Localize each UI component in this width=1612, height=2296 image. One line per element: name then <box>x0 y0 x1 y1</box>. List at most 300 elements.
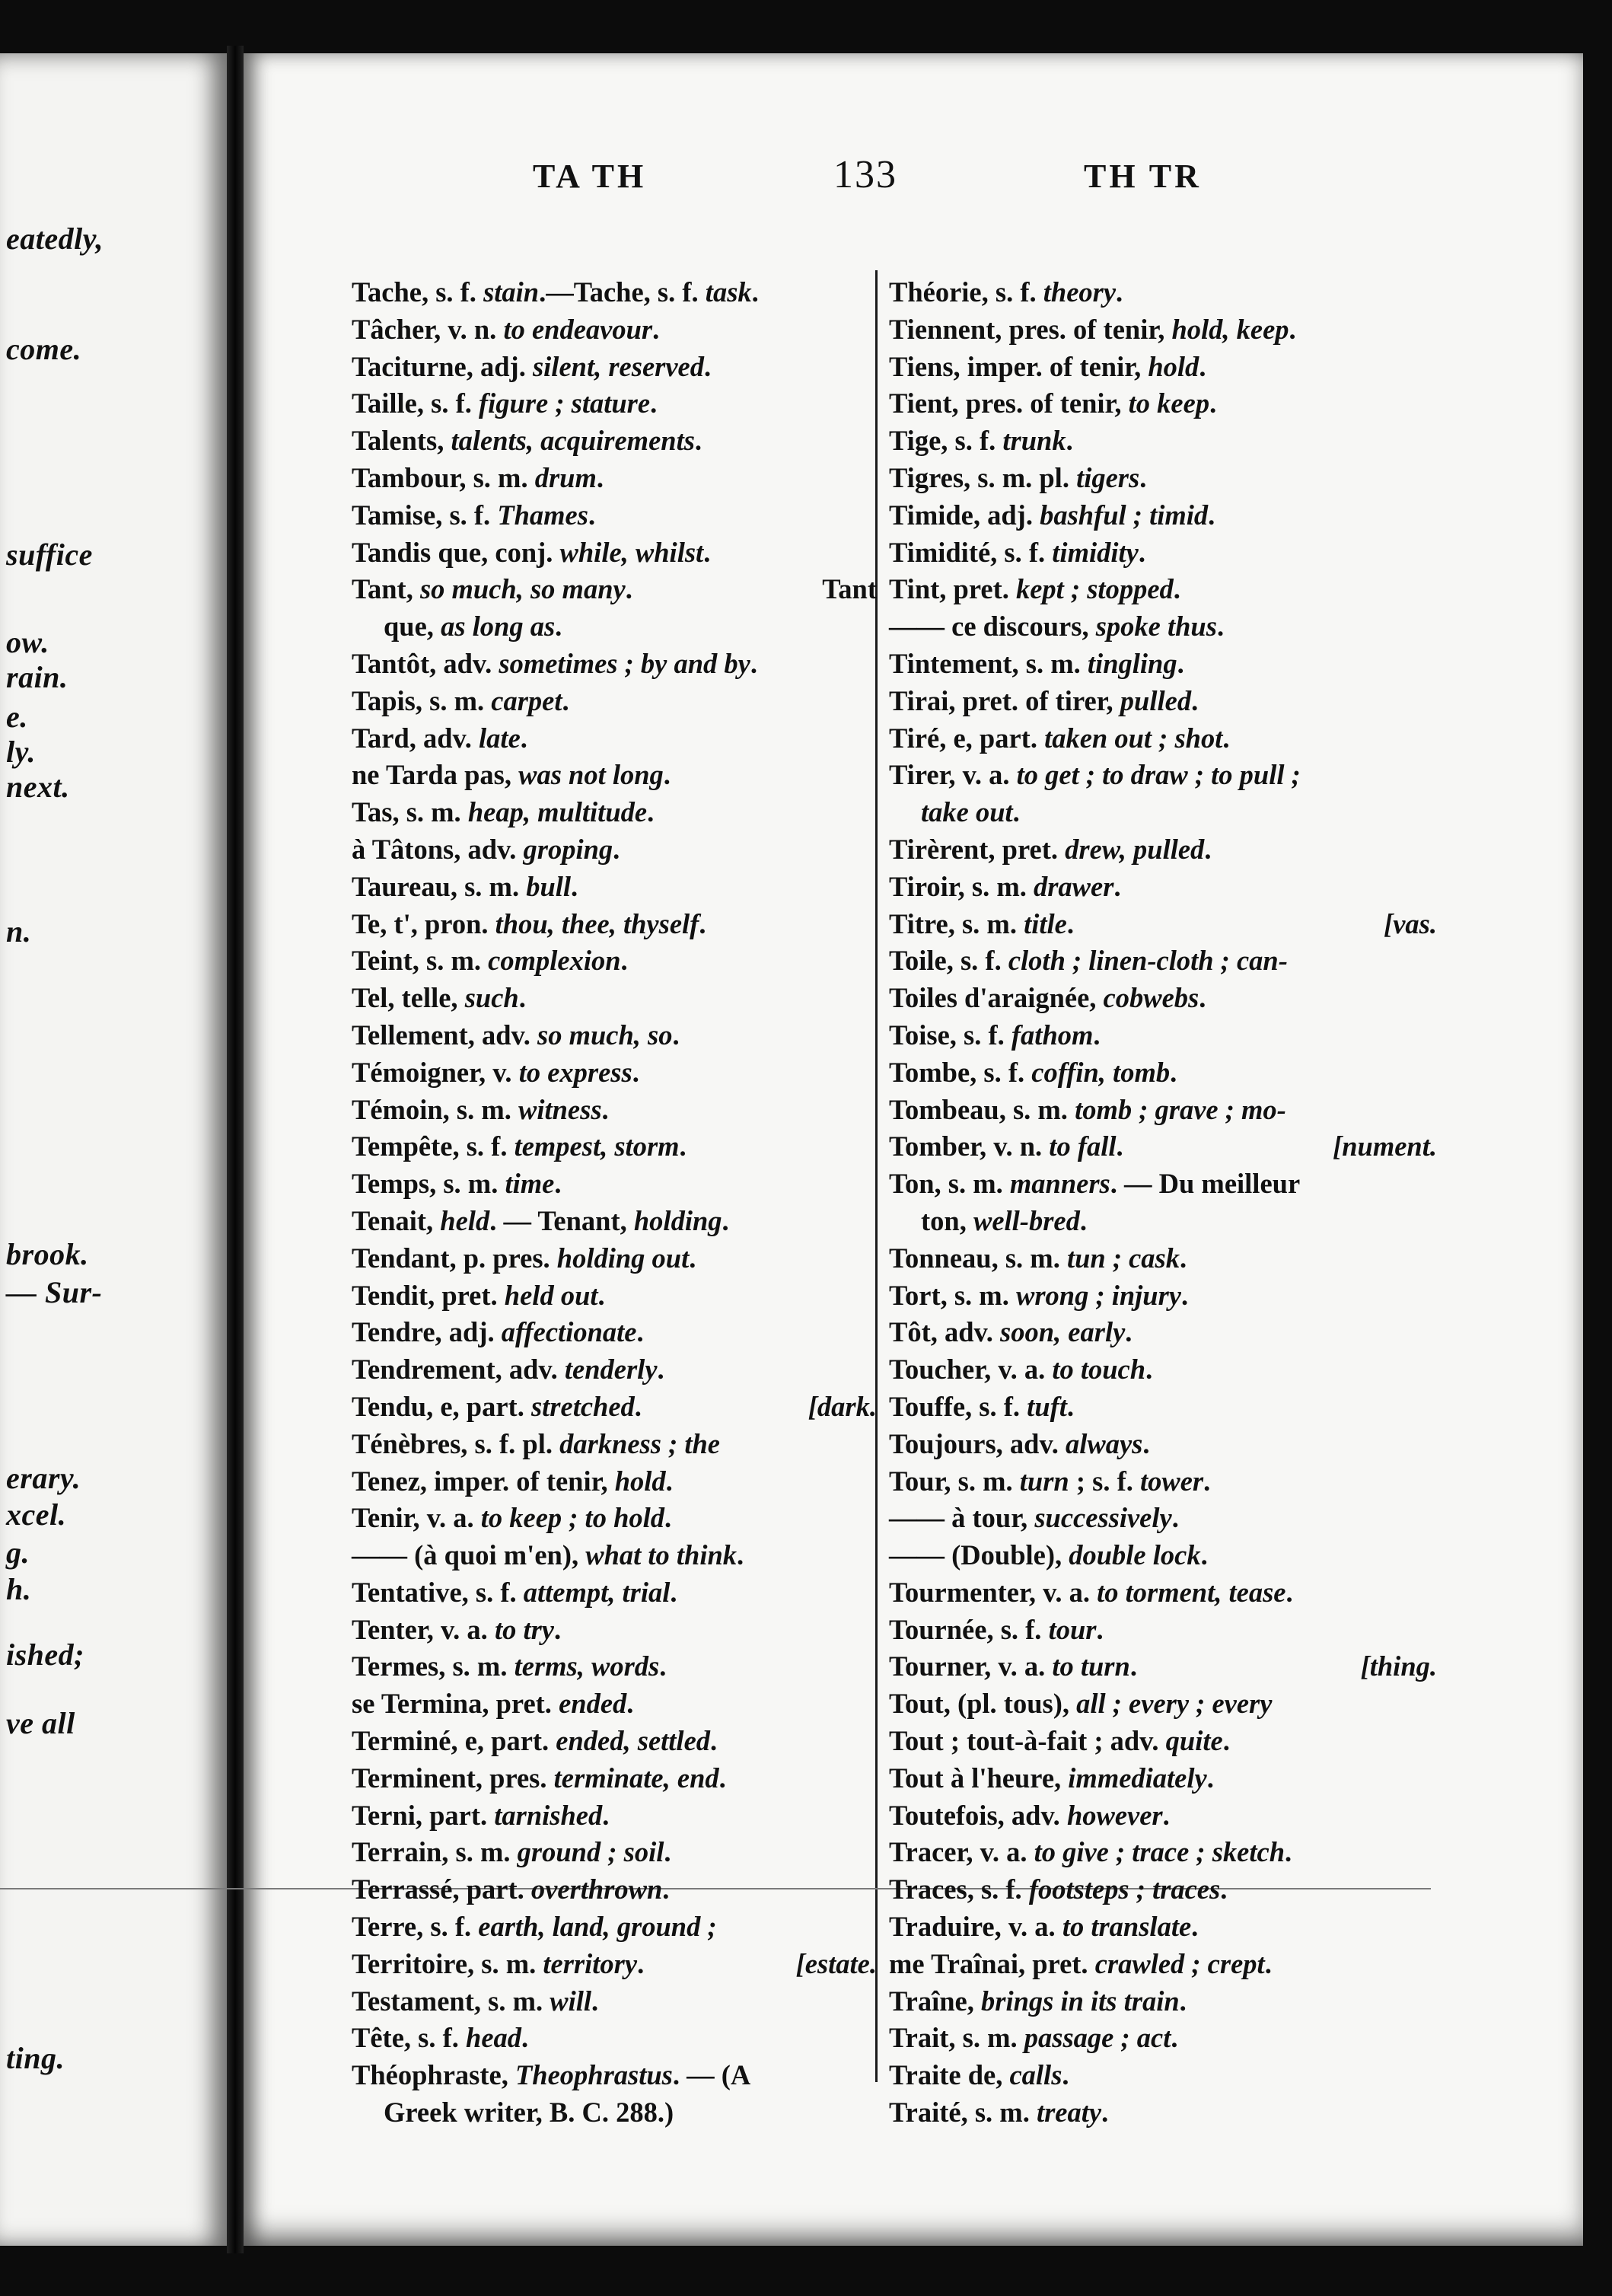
dictionary-entry <box>889 423 1437 460</box>
dictionary-entry <box>889 869 1437 906</box>
dictionary-entry <box>889 1500 1437 1537</box>
entry-headword: . <box>620 945 628 977</box>
entry-headword: Tache, s. f. <box>352 276 484 308</box>
dictionary-entry <box>889 1797 1437 1835</box>
dictionary-entry <box>889 1612 1437 1649</box>
dictionary-entry <box>352 1834 877 1871</box>
entry-translation: turn <box>1019 1465 1069 1497</box>
entry-headword: . <box>1180 1242 1187 1274</box>
entry-headword: . <box>694 425 702 457</box>
previous-page-fragment: rain. <box>6 660 68 694</box>
entry-headword: Traces, s. f. <box>889 1873 1029 1905</box>
entry-headword: Tient, pres. of tenir, <box>889 387 1129 419</box>
entry-headword: . <box>737 1539 744 1571</box>
entry-translation: bull <box>526 870 572 902</box>
entry-headword: Terni, part. <box>352 1799 495 1831</box>
entry-headword: Tant, <box>352 573 420 605</box>
entry-translation: darkness ; the <box>559 1427 721 1459</box>
previous-page-fragment: g. <box>6 1535 30 1570</box>
entry-headword: . <box>1129 1650 1137 1682</box>
dictionary-entry <box>352 794 877 831</box>
entry-headword: —— ce discours, <box>889 611 1096 643</box>
entry-translation: immediately <box>1068 1762 1207 1794</box>
entry-headword: Toucher, v. a. <box>889 1354 1053 1386</box>
previous-page-fragment: xcel. <box>6 1497 67 1532</box>
entry-headword: Tenait, <box>352 1204 441 1236</box>
entry-headword: . <box>662 1873 670 1905</box>
entry-continuation: [nument. <box>1333 1130 1437 1162</box>
entry-headword: Tel, telle, <box>352 982 465 1014</box>
entry-translation: to touch <box>1052 1354 1146 1386</box>
entry-translation: all ; every ; every <box>1076 1688 1273 1720</box>
entry-translation: affectionate <box>501 1316 637 1348</box>
entry-headword: Tendit, pret. <box>352 1279 505 1311</box>
entry-translation: to try <box>494 1613 554 1645</box>
dictionary-entry <box>889 2094 1437 2132</box>
previous-page-fragment: h. <box>6 1572 32 1606</box>
entry-headword: . <box>699 907 706 939</box>
entry-headword: . <box>1191 684 1199 716</box>
entry-headword: Tout ; tout-à-fait ; adv. <box>889 1725 1166 1757</box>
entry-headword: . <box>588 499 596 531</box>
entry-translation: calls <box>1009 2059 1062 2091</box>
entry-continuation: [estate. <box>795 1947 877 1979</box>
entry-translation: task <box>705 276 752 308</box>
entry-translation: talents, acquirements <box>451 425 695 457</box>
entry-headword: Timide, adj. <box>889 499 1040 531</box>
entry-translation: kept ; stopped <box>1015 573 1174 605</box>
entry-headword: . <box>596 461 604 493</box>
entry-headword: Traite de, <box>889 2059 1010 2091</box>
entry-translation: stain <box>483 276 540 308</box>
entry-headword: . <box>562 684 569 716</box>
entry-headword: Terminé, e, part. <box>352 1725 556 1757</box>
entry-headword: . <box>520 722 527 754</box>
entry-headword: Termes, s. m. <box>352 1650 515 1682</box>
dictionary-entry <box>352 1871 877 1909</box>
entry-headword: . <box>664 1836 671 1868</box>
entry-headword: . <box>1200 1539 1208 1571</box>
entry-translation: to get ; to draw ; to pull ; <box>1016 759 1301 791</box>
dictionary-entry <box>352 1463 877 1500</box>
entry-translation: carpet <box>491 684 562 716</box>
dictionary-entry <box>889 1648 1437 1685</box>
entry-headword: . <box>518 982 526 1014</box>
entry-headword: . <box>634 1390 642 1422</box>
entry-headword: se Termina, pret. <box>352 1688 559 1720</box>
entry-headword: Tendre, adj. <box>352 1316 502 1348</box>
entry-headword: . <box>1171 1502 1179 1534</box>
entry-headword: . <box>1222 1725 1230 1757</box>
entry-headword: Tombeau, s. m. <box>889 1093 1075 1125</box>
dictionary-entry <box>352 1723 877 1760</box>
entry-headword: Terminent, pres. <box>352 1762 554 1794</box>
entry-translation: held <box>440 1204 490 1236</box>
dictionary-entry <box>352 1648 877 1685</box>
dictionary-entry <box>889 906 1437 943</box>
running-head-left: TA TH <box>533 158 647 195</box>
entry-translation: terms, words <box>514 1650 660 1682</box>
entry-translation: always <box>1065 1427 1143 1459</box>
entry-headword: Ton, s. m. <box>889 1168 1010 1200</box>
dictionary-entry <box>352 1351 877 1389</box>
entry-headword: ; s. f. <box>1069 1465 1140 1497</box>
right-column <box>889 274 1437 2132</box>
entry-headword: . <box>1199 982 1206 1014</box>
running-head <box>289 153 1431 202</box>
running-head-right: TH TR <box>1084 158 1202 195</box>
entry-translation: terminate, end <box>553 1762 719 1794</box>
entry-headword: . <box>636 1316 644 1348</box>
entry-headword: . <box>652 313 660 345</box>
entry-headword: . <box>650 387 658 419</box>
entry-translation: time <box>505 1168 555 1200</box>
entry-translation: footsteps ; traces <box>1028 1873 1221 1905</box>
entry-translation: late <box>479 722 521 754</box>
dictionary-entry <box>889 1983 1437 2020</box>
dictionary-entry <box>889 1128 1437 1166</box>
dictionary-entry <box>889 1277 1437 1315</box>
entry-headword: . <box>722 1204 729 1236</box>
dictionary-entry <box>889 1351 1437 1389</box>
dictionary-entry <box>352 1612 877 1649</box>
dictionary-entry <box>889 1166 1437 1203</box>
entry-headword: Tenter, v. a. <box>352 1613 495 1645</box>
previous-page-fragment: ting. <box>6 2041 65 2075</box>
entry-headword: . <box>1199 350 1206 382</box>
entry-continuation: [thing. <box>1360 1650 1437 1682</box>
dictionary-entry <box>352 1166 877 1203</box>
entry-headword: . <box>1216 611 1225 643</box>
entry-translation: hold <box>614 1465 666 1497</box>
entry-headword: . <box>1113 870 1121 902</box>
entry-translation: to fall <box>1049 1130 1117 1162</box>
entry-headword: . <box>1191 1911 1199 1943</box>
entry-headword: . <box>670 1576 677 1608</box>
entry-translation: double lock <box>1069 1539 1201 1571</box>
entry-translation: soon, early <box>1000 1316 1126 1348</box>
dictionary-entry <box>889 571 1437 608</box>
entry-headword: Toiles d'araignée, <box>889 982 1104 1014</box>
dictionary-entry <box>889 1946 1437 1983</box>
dictionary-entry <box>889 274 1437 311</box>
entry-headword: . <box>1206 1762 1214 1794</box>
entry-headword: ton, <box>921 1204 973 1236</box>
dictionary-entry <box>352 1574 877 1612</box>
entry-headword: me Traînai, pret. <box>889 1947 1095 1979</box>
entry-headword: . <box>1079 1204 1087 1236</box>
entry-headword: . <box>597 1279 605 1311</box>
entry-headword: Greek writer, B. C. 288.) <box>384 2097 674 2129</box>
dictionary-entry <box>889 831 1437 869</box>
entry-translation: complexion <box>488 945 621 977</box>
entry-headword: Tonneau, s. m. <box>889 1242 1067 1274</box>
dictionary-entry <box>352 1797 877 1835</box>
entry-headword: . <box>1173 573 1180 605</box>
entry-translation: tempest, storm <box>514 1130 680 1162</box>
entry-continuation: [vas. <box>1384 907 1437 939</box>
entry-headword: Terrassé, part. <box>352 1873 531 1905</box>
entry-headword: Tombe, s. f. <box>889 1056 1032 1088</box>
entry-translation: Theophrastus <box>515 2059 673 2091</box>
entry-headword: Tenir, v. a. <box>352 1502 481 1534</box>
entry-headword: Terrain, s. m. <box>352 1836 518 1868</box>
dictionary-entry <box>352 460 877 497</box>
previous-page-fragment: e. <box>6 700 28 734</box>
entry-headword: . <box>1181 1279 1189 1311</box>
dictionary-entry <box>352 1983 877 2020</box>
entry-headword: Touffe, s. f. <box>889 1390 1027 1422</box>
entry-headword: Tandis que, conj. <box>352 536 560 568</box>
entry-headword: . <box>1116 276 1123 308</box>
entry-headword: . <box>626 1688 634 1720</box>
previous-page-fragment: n. <box>6 914 32 949</box>
dictionary-entry <box>889 349 1437 386</box>
entry-headword: . <box>679 1130 687 1162</box>
entry-headword: . <box>1116 1130 1123 1162</box>
entry-translation: such <box>464 982 519 1014</box>
entry-translation: bashful ; timid <box>1040 499 1209 531</box>
previous-page-edge <box>0 53 227 2246</box>
entry-headword: . <box>1222 722 1230 754</box>
dictionary-entry <box>889 1871 1437 1909</box>
entry-translation: holding out <box>556 1242 690 1274</box>
dictionary-entry <box>352 1314 877 1351</box>
entry-headword: Tas, s. m. <box>352 796 468 828</box>
entry-headword: . <box>1285 1576 1293 1608</box>
dictionary-entry <box>889 1463 1437 1500</box>
dictionary-entry <box>352 1389 877 1426</box>
entry-headword: . <box>1209 387 1217 419</box>
dictionary-entry <box>889 1017 1437 1054</box>
entry-headword: Tiens, imper. of tenir, <box>889 350 1148 382</box>
dictionary-entry <box>352 1500 877 1537</box>
entry-headword: Talents, <box>352 425 451 457</box>
dictionary-entry <box>352 980 877 1017</box>
entry-translation: tarnished <box>494 1799 603 1831</box>
dictionary-entry <box>352 2020 877 2057</box>
entry-headword: Toile, s. f. <box>889 945 1008 977</box>
entry-translation: head <box>466 2022 522 2054</box>
dictionary-entry <box>352 2094 877 2132</box>
dictionary-entry <box>889 1426 1437 1463</box>
dictionary-entry <box>889 1203 1437 1240</box>
entry-translation: tour <box>1048 1613 1097 1645</box>
entry-headword: . <box>1162 1799 1170 1831</box>
entry-headword: Tige, s. f. <box>889 425 1003 457</box>
entry-headword: Terre, s. f. <box>352 1911 479 1943</box>
entry-headword: . <box>613 833 620 865</box>
entry-headword: . <box>521 2022 529 2054</box>
entry-translation: stretched <box>530 1390 635 1422</box>
entry-headword: Tendrement, adv. <box>352 1354 565 1386</box>
dictionary-entry <box>352 349 877 386</box>
dictionary-entry <box>889 794 1437 831</box>
entry-translation: ended, settled <box>556 1725 711 1757</box>
previous-page-fragment: — Sur- <box>6 1275 103 1309</box>
previous-page-fragment: suffice <box>6 537 93 572</box>
entry-headword: . <box>1204 833 1212 865</box>
entry-headword: . — Du meilleur <box>1110 1168 1301 1200</box>
entry-translation: to keep ; to hold <box>480 1502 665 1534</box>
previous-page-fragment: ve all <box>6 1706 75 1740</box>
entry-headword: Traité, s. m. <box>889 2097 1037 2129</box>
entry-headword: . <box>1139 461 1147 493</box>
entry-headword: . <box>647 796 655 828</box>
entry-translation: silent, reserved <box>532 350 704 382</box>
entry-headword: Témoin, s. m. <box>352 1093 518 1125</box>
entry-headword: Théophraste, <box>352 2059 515 2091</box>
entry-headword: Tourmenter, v. a. <box>889 1576 1097 1608</box>
dictionary-entry <box>352 1017 877 1054</box>
entry-translation: tun ; cask <box>1066 1242 1180 1274</box>
page-number: 133 <box>833 153 897 196</box>
entry-translation: to express <box>518 1056 632 1088</box>
dictionary-entry <box>352 608 877 646</box>
entry-headword: Taciturne, adj. <box>352 350 533 382</box>
entry-translation: territory <box>543 1947 638 1979</box>
entry-headword: Taureau, s. m. <box>352 870 527 902</box>
dictionary-entry <box>889 646 1437 683</box>
dictionary-entry <box>352 311 877 349</box>
entry-headword: . <box>1062 2059 1069 2091</box>
dictionary-entry <box>352 720 877 757</box>
dictionary-entry <box>889 1054 1437 1092</box>
dictionary-entry <box>889 1314 1437 1351</box>
dictionary-entry <box>352 1537 877 1574</box>
previous-page-fragment: ly. <box>6 735 36 769</box>
entry-translation: held out <box>504 1279 598 1311</box>
entry-translation: fathom <box>1011 1019 1094 1051</box>
entry-translation: was not long <box>518 759 664 791</box>
entry-translation: hold, keep <box>1171 313 1289 345</box>
entry-continuation: Tant <box>822 573 877 605</box>
entry-headword: Timidité, s. f. <box>889 536 1053 568</box>
entry-headword: Temps, s. m. <box>352 1168 505 1200</box>
dictionary-entry <box>889 1909 1437 1946</box>
entry-translation: pulled <box>1120 684 1192 716</box>
entry-headword: Ténèbres, s. f. pl. <box>352 1427 560 1459</box>
entry-headword: . <box>1066 907 1074 939</box>
entry-headword: . <box>672 1019 680 1051</box>
entry-translation: tuft <box>1027 1390 1067 1422</box>
entry-headword: . <box>751 276 759 308</box>
entry-headword: Tirai, pret. of tirer, <box>889 684 1120 716</box>
entry-headword: . <box>1179 1985 1187 2017</box>
dictionary-entry <box>889 1389 1437 1426</box>
dictionary-entry <box>889 460 1437 497</box>
entry-headword: . <box>1208 499 1215 531</box>
entry-headword: Tourner, v. a. <box>889 1650 1053 1682</box>
dictionary-entry <box>352 646 877 683</box>
entry-headword: . <box>718 1762 726 1794</box>
entry-headword: . <box>663 759 671 791</box>
entry-translation: Thames <box>497 499 588 531</box>
entry-translation: figure ; stature <box>478 387 651 419</box>
previous-page-fragment: next. <box>6 770 70 804</box>
entry-headword: . <box>591 1985 599 2017</box>
entry-headword: Trait, s. m. <box>889 2022 1024 2054</box>
entry-translation: to torment, tease <box>1097 1576 1286 1608</box>
entry-translation: to keep <box>1128 387 1210 419</box>
entry-headword: Tard, adv. <box>352 722 479 754</box>
entry-headword: . <box>664 1502 672 1534</box>
entry-headword: Tort, s. m. <box>889 1279 1016 1311</box>
entry-headword: . <box>1066 1390 1075 1422</box>
entry-headword: . <box>571 870 578 902</box>
dictionary-entry <box>889 1834 1437 1871</box>
entry-headword: Tapis, s. m. <box>352 684 492 716</box>
entry-headword: . <box>1203 1465 1211 1497</box>
entry-headword: . <box>1145 1354 1153 1386</box>
entry-headword: Tirèrent, pret. <box>889 833 1066 865</box>
dictionary-entry <box>889 1574 1437 1612</box>
entry-translation: brings in its train <box>980 1985 1180 2017</box>
entry-headword: Tour, s. m. <box>889 1465 1020 1497</box>
entry-headword: . <box>1285 1836 1292 1868</box>
previous-page-fragment: ished; <box>6 1637 84 1672</box>
dictionary-entry <box>889 608 1437 646</box>
dictionary-entry <box>889 385 1437 423</box>
entry-headword: Tiré, e, part. <box>889 722 1045 754</box>
entry-translation: will <box>550 1985 592 2017</box>
entry-headword: . <box>554 1613 562 1645</box>
entry-translation: however <box>1066 1799 1163 1831</box>
dictionary-entry <box>889 1760 1437 1797</box>
entry-headword: Tiroir, s. m. <box>889 870 1034 902</box>
entry-headword: Tellement, adv. <box>352 1019 538 1051</box>
entry-headword: . <box>1093 1019 1101 1051</box>
entry-headword: . <box>1012 796 1020 828</box>
entry-translation: what to think <box>585 1539 738 1571</box>
entry-translation: witness <box>518 1093 602 1125</box>
entry-headword: . <box>657 1354 664 1386</box>
entry-headword: Théorie, s. f. <box>889 276 1043 308</box>
dictionary-entry <box>352 423 877 460</box>
entry-headword: Tint, pret. <box>889 573 1016 605</box>
entry-headword: Toujours, adv. <box>889 1427 1066 1459</box>
entry-translation: sometimes ; by and by <box>499 647 750 679</box>
entry-translation: ended <box>559 1688 627 1720</box>
dictionary-entry <box>352 869 877 906</box>
dictionary-entry <box>889 2020 1437 2057</box>
previous-page-fragment: come. <box>6 332 82 366</box>
entry-continuation: [dark. <box>808 1390 877 1422</box>
entry-headword: que, <box>384 611 441 643</box>
entry-headword: . <box>704 350 712 382</box>
entry-translation: to translate <box>1062 1911 1192 1943</box>
dictionary-entry <box>889 2057 1437 2094</box>
entry-translation: groping <box>523 833 613 865</box>
entry-headword: Taille, s. f. <box>352 387 479 419</box>
entry-translation: attempt, trial <box>523 1576 671 1608</box>
entry-headword: . <box>1125 1316 1133 1348</box>
entry-translation: title <box>1024 907 1067 939</box>
entry-headword: Tintement, s. m. <box>889 647 1088 679</box>
entry-headword: Territoire, s. m. <box>352 1947 543 1979</box>
entry-headword: . <box>750 647 757 679</box>
entry-translation: passage ; act <box>1024 2022 1171 2054</box>
entry-headword: . <box>1220 1873 1228 1905</box>
entry-headword: ne Tarda pas, <box>352 759 519 791</box>
entry-headword: Traîne, <box>889 1985 981 2017</box>
dictionary-entry <box>889 311 1437 349</box>
entry-translation: heap, multitude <box>467 796 648 828</box>
entry-translation: cloth ; linen-cloth ; can- <box>1008 945 1288 977</box>
dictionary-entry <box>889 942 1437 980</box>
entry-translation: thou, thee, thyself <box>495 907 699 939</box>
entry-headword: . <box>637 1947 645 1979</box>
